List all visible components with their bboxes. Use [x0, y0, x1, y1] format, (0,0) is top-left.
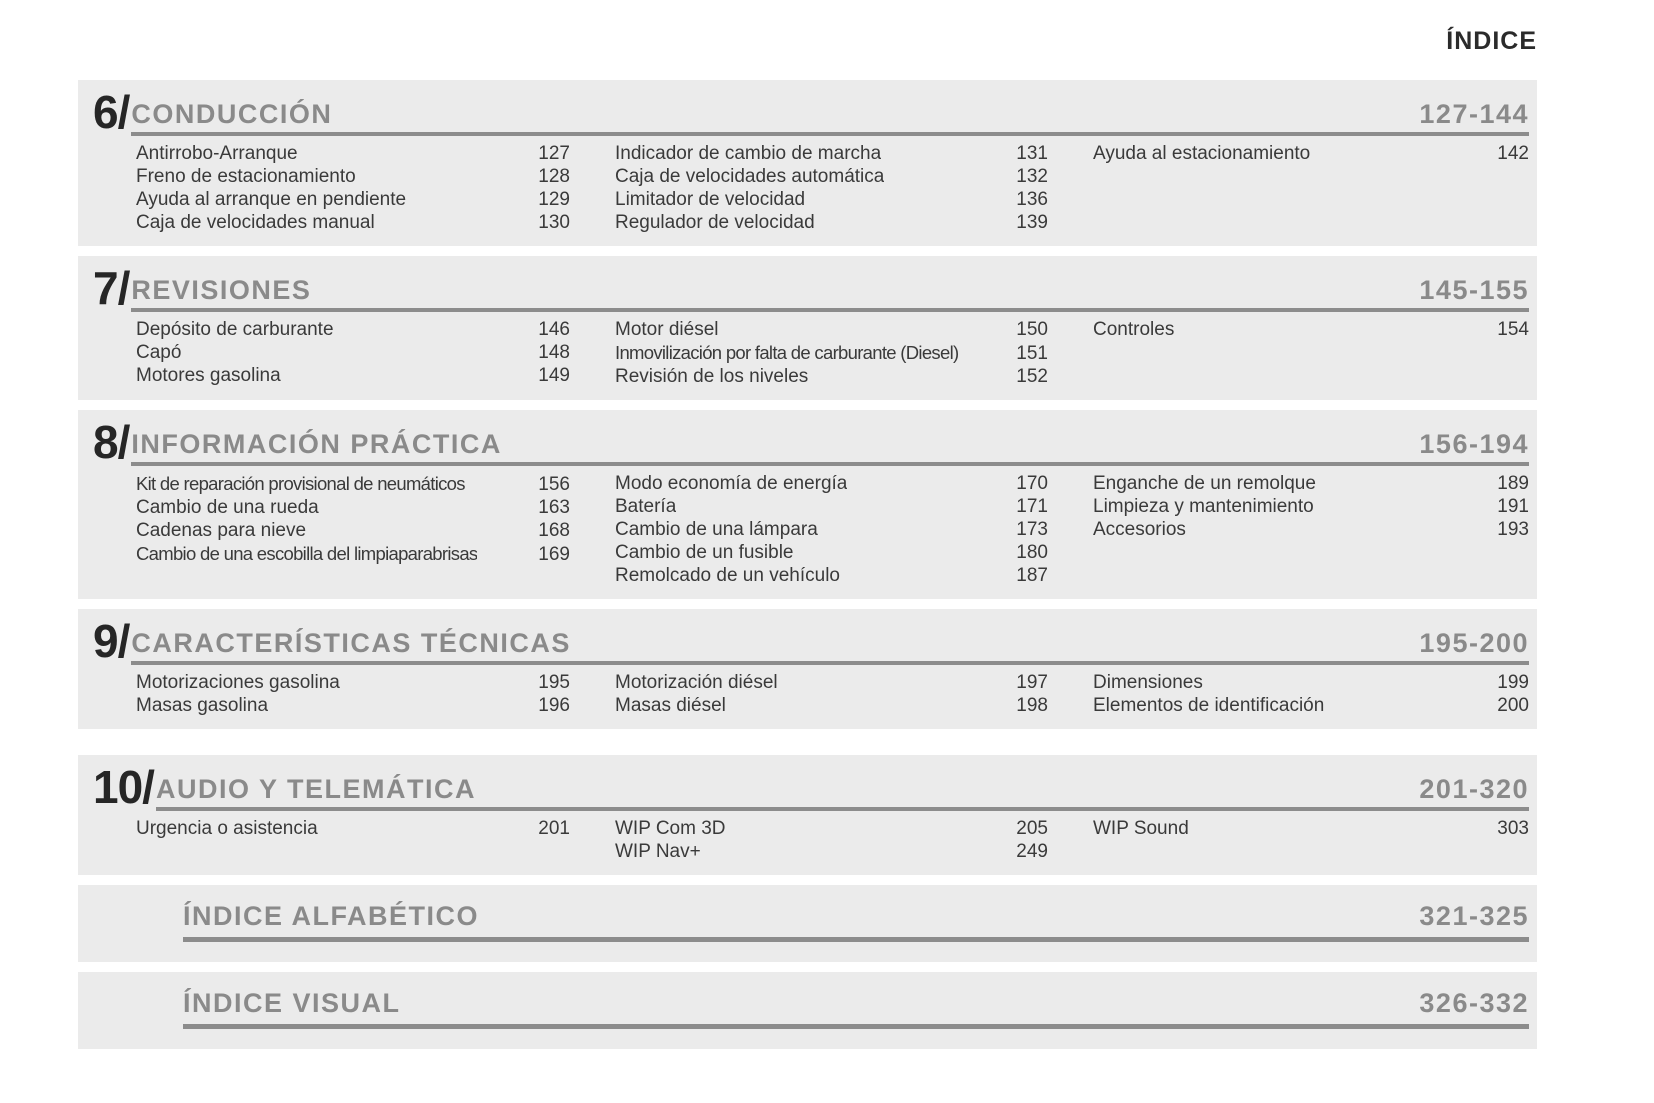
toc-entry-page: 136: [1016, 189, 1048, 210]
toc-entry: [136, 496, 570, 519]
toc-entry-page: 128: [538, 166, 570, 187]
section-page-range: 321-325: [1419, 901, 1529, 931]
section-title: CONDUCCIÓN: [131, 99, 333, 129]
toc-entry-page: 129: [538, 189, 570, 210]
toc-entry: [615, 211, 1048, 234]
toc-entry-label: Indicador de cambio de marcha: [615, 143, 882, 164]
toc-entry-label: Limitador de velocidad: [615, 189, 806, 210]
section-list: [78, 80, 1537, 1049]
entry-column: [1093, 817, 1529, 863]
toc-entry: [615, 840, 1048, 863]
toc-entry-label: Controles: [1093, 319, 1175, 340]
toc-entry: [615, 142, 1048, 165]
index-section-block: [78, 410, 1537, 599]
toc-entry-label: Modo economía de energía: [615, 473, 848, 494]
toc-entry-label: WIP Sound: [1093, 818, 1189, 839]
toc-entry-label: Capó: [136, 342, 182, 363]
toc-entry: [136, 341, 570, 364]
index-section-block: [78, 80, 1537, 246]
toc-entry-label: Motores gasolina: [136, 365, 281, 386]
toc-entry-page: 303: [1497, 818, 1529, 839]
toc-entry: [136, 165, 570, 188]
toc-entry-page: 148: [538, 342, 570, 363]
toc-entry: [615, 165, 1048, 188]
section-header-rule: [131, 99, 1529, 136]
toc-entry-page: 180: [1016, 542, 1048, 563]
toc-entry-label: Caja de velocidades automática: [615, 166, 885, 187]
toc-entry-label: Remolcado de un vehículo: [615, 565, 840, 586]
toc-entry-label: Regulador de velocidad: [615, 212, 815, 233]
toc-entry: [1093, 472, 1529, 495]
toc-entry-page: 197: [1016, 672, 1048, 693]
toc-entry-label: Urgencia o asistencia: [136, 818, 318, 839]
toc-entry-page: 142: [1497, 143, 1529, 164]
section-entries: [136, 817, 1529, 863]
toc-entry: [615, 694, 1048, 717]
toc-entry-page: 191: [1497, 496, 1529, 517]
toc-entry-label: Elementos de identificación: [1093, 695, 1325, 716]
section-header-rule: [131, 628, 1529, 665]
section-page-range: 195-200: [1419, 628, 1529, 658]
entry-column: [136, 817, 570, 863]
toc-entry: [1093, 518, 1529, 541]
toc-entry-label: Caja de velocidades manual: [136, 212, 375, 233]
toc-entry-label: Motorización diésel: [615, 672, 778, 693]
toc-entry: [615, 495, 1048, 518]
entry-column: [136, 472, 570, 587]
section-header: [93, 88, 1529, 136]
toc-entry: [615, 671, 1048, 694]
toc-entry-page: 201: [538, 818, 570, 839]
toc-entry-page: 171: [1016, 496, 1048, 517]
toc-entry-label: Masas gasolina: [136, 695, 269, 716]
toc-entry-label: Kit de reparación provisional de neumáticos: [136, 473, 465, 494]
section-title: CARACTERÍSTICAS TÉCNICAS: [131, 628, 571, 658]
toc-entry-label: Dimensiones: [1093, 672, 1203, 693]
toc-entry-label: Inmovilización por falta de carburante (Diesel): [615, 342, 959, 363]
toc-entry-page: 163: [538, 497, 570, 518]
toc-entry-label: Masas diésel: [615, 695, 726, 716]
toc-entry-label: Cambio de una lámpara: [615, 519, 818, 540]
toc-entry: [1093, 318, 1529, 341]
section-entries: [136, 671, 1529, 717]
toc-entry: [1093, 142, 1529, 165]
toc-entry: [615, 564, 1048, 587]
toc-entry-page: 199: [1497, 672, 1529, 693]
section-page-range: 127-144: [1419, 99, 1529, 129]
page-title: ÍNDICE: [1446, 27, 1537, 55]
section-title: AUDIO Y TELEMÁTICA: [155, 774, 476, 804]
toc-entry-label: Accesorios: [1093, 519, 1186, 540]
toc-entry: [136, 318, 570, 341]
index-content: [78, 80, 1537, 1049]
toc-entry: [1093, 495, 1529, 518]
toc-entry-label: Depósito de carburante: [136, 319, 334, 340]
toc-entry-page: 149: [538, 365, 570, 386]
toc-entry-page: 205: [1016, 818, 1048, 839]
index-section-block: [78, 755, 1537, 875]
toc-entry-page: 189: [1497, 473, 1529, 494]
toc-entry: [136, 188, 570, 211]
section-header: [183, 988, 1529, 1029]
index-section-block: [78, 609, 1537, 729]
toc-entry: [615, 817, 1048, 840]
section-header: [183, 901, 1529, 942]
section-number: 7/: [93, 262, 130, 314]
entry-column: [615, 142, 1048, 234]
section-page-range: 145-155: [1419, 275, 1529, 305]
section-header: [93, 418, 1529, 466]
toc-entry-label: Ayuda al estacionamiento: [1093, 143, 1311, 164]
section-page-range: 326-332: [1419, 988, 1529, 1018]
toc-entry: [136, 364, 570, 387]
section-title: INFORMACIÓN PRÁCTICA: [131, 429, 502, 459]
toc-entry-page: 132: [1016, 166, 1048, 187]
section-number: 9/: [93, 615, 130, 667]
section-header-rule: [131, 275, 1529, 312]
toc-entry: [615, 541, 1048, 564]
toc-entry-label: Cambio de una rueda: [136, 497, 319, 518]
toc-entry: [136, 472, 570, 496]
entry-column: [136, 671, 570, 717]
entry-column: [1093, 671, 1529, 717]
section-title: REVISIONES: [131, 275, 312, 305]
toc-entry: [136, 542, 570, 566]
toc-entry-page: 168: [538, 520, 570, 541]
toc-entry-page: 130: [538, 212, 570, 233]
toc-entry-page: 154: [1497, 319, 1529, 340]
toc-entry-page: 249: [1016, 841, 1048, 862]
toc-entry: [136, 694, 570, 717]
toc-entry-label: Motorizaciones gasolina: [136, 672, 340, 693]
entry-column: [615, 318, 1048, 388]
entry-column: [615, 817, 1048, 863]
toc-entry-label: Motor diésel: [615, 319, 719, 340]
section-entries: [136, 318, 1529, 388]
section-title: ÍNDICE VISUAL: [183, 988, 401, 1018]
section-header: [93, 763, 1529, 811]
toc-entry-label: Ayuda al arranque en pendiente: [136, 189, 407, 210]
toc-entry: [1093, 817, 1529, 840]
toc-entry-page: 156: [538, 474, 570, 495]
toc-entry: [1093, 671, 1529, 694]
toc-entry-label: WIP Nav+: [615, 841, 701, 862]
toc-entry: [136, 211, 570, 234]
toc-entry-page: 131: [1016, 143, 1048, 164]
index-section-block: [78, 256, 1537, 400]
section-number: 6/: [93, 86, 130, 138]
toc-entry-label: Revisión de los niveles: [615, 366, 809, 387]
index-section-block: [78, 885, 1537, 962]
toc-entry: [615, 318, 1048, 341]
toc-entry: [615, 472, 1048, 495]
toc-entry-page: 173: [1016, 519, 1048, 540]
toc-entry-page: 139: [1016, 212, 1048, 233]
toc-entry-page: 146: [538, 319, 570, 340]
entry-column: [136, 142, 570, 234]
entry-column: [136, 318, 570, 388]
toc-entry: [136, 519, 570, 542]
toc-entry: [136, 142, 570, 165]
toc-entry-label: Enganche de un remolque: [1093, 473, 1316, 494]
toc-entry-page: 198: [1016, 695, 1048, 716]
toc-entry-label: WIP Com 3D: [615, 818, 726, 839]
entry-column: [1093, 472, 1529, 587]
section-page-range: 201-320: [1419, 774, 1529, 804]
toc-entry: [615, 518, 1048, 541]
toc-entry-page: 169: [538, 544, 570, 565]
section-number: 8/: [93, 416, 130, 468]
toc-entry-page: 127: [538, 143, 570, 164]
toc-entry-label: Batería: [615, 496, 677, 517]
toc-entry-label: Cambio de una escobilla del limpiaparabrisas: [136, 543, 478, 564]
section-header: [93, 617, 1529, 665]
toc-entry-page: 170: [1016, 473, 1048, 494]
section-header-rule: [156, 774, 1529, 811]
section-header-rule: [131, 429, 1529, 466]
section-entries: [136, 142, 1529, 234]
toc-entry: [615, 341, 1048, 365]
entry-column: [615, 671, 1048, 717]
index-section-block: [78, 972, 1537, 1049]
entry-column: [1093, 318, 1529, 388]
toc-entry-page: 151: [1016, 343, 1048, 364]
toc-entry: [136, 671, 570, 694]
toc-entry-label: Freno de estacionamiento: [136, 166, 356, 187]
toc-entry-label: Limpieza y mantenimiento: [1093, 496, 1314, 517]
section-header: [93, 264, 1529, 312]
entry-column: [1093, 142, 1529, 234]
toc-entry: [615, 365, 1048, 388]
section-number: 10/: [93, 761, 154, 813]
toc-entry-label: Cadenas para nieve: [136, 520, 307, 541]
toc-entry-page: 150: [1016, 319, 1048, 340]
toc-entry-label: Antirrobo-Arranque: [136, 143, 298, 164]
toc-entry-label: Cambio de un fusible: [615, 542, 794, 563]
section-entries: [136, 472, 1529, 587]
entry-column: [615, 472, 1048, 587]
toc-entry-page: 196: [538, 695, 570, 716]
toc-entry-page: 193: [1497, 519, 1529, 540]
toc-entry: [615, 188, 1048, 211]
toc-entry-page: 187: [1016, 565, 1048, 586]
section-title: ÍNDICE ALFABÉTICO: [183, 901, 480, 931]
toc-entry-page: 152: [1016, 366, 1048, 387]
toc-entry: [1093, 694, 1529, 717]
toc-entry: [136, 817, 570, 840]
toc-entry-page: 195: [538, 672, 570, 693]
section-page-range: 156-194: [1419, 429, 1529, 459]
toc-entry-page: 200: [1497, 695, 1529, 716]
